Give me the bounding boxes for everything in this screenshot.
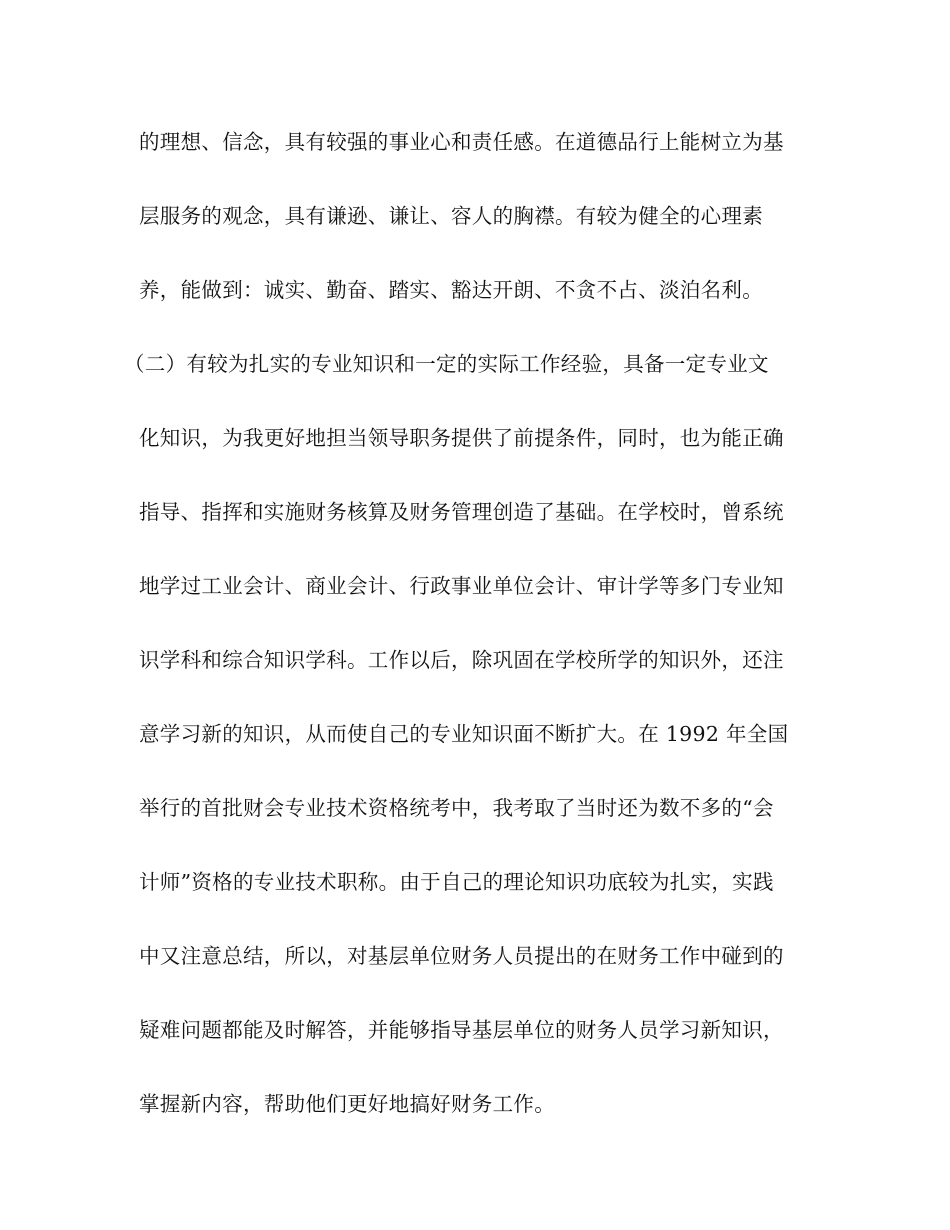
text-line-2: 层服务的观念，具有谦逊、谦让、容人的胸襟。有较为健全的心理素 <box>139 204 763 228</box>
section-heading-line: （二）有较为扎实的专业知识和一定的实际工作经验，具备一定专业文 <box>124 352 769 376</box>
text-line-14: 掌握新内容，帮助他们更好地搞好财务工作。 <box>139 1092 555 1116</box>
text-line-3: 养，能做到：诚实、勤奋、踏实、豁达开朗、不贪不占、淡泊名利。 <box>139 278 763 302</box>
text-line-13: 疑难问题都能及时解答，并能够指导基层单位的财务人员学习新知识， <box>139 1018 784 1042</box>
text-line-8: 识学科和综合知识学科。工作以后，除巩固在学校所学的知识外，还注 <box>139 648 784 672</box>
text-line-9: 意学习新的知识，从而使自己的专业知识面不断扩大。在 1992 年全国 <box>139 722 789 746</box>
text-line-10: 举行的首批财会专业技术资格统考中，我考取了当时还为数不多的“会 <box>139 796 774 820</box>
text-line-6: 指导、指挥和实施财务核算及财务管理创造了基础。在学校时，曾系统 <box>139 500 784 524</box>
text-line-5: 化知识，为我更好地担当领导职务提供了前提条件，同时，也为能正确 <box>139 426 784 450</box>
text-line-11: 计师”资格的专业技术职称。由于自己的理论知识功底较为扎实，实践 <box>139 870 774 894</box>
text-line-12: 中又注意总结，所以，对基层单位财务人员提出的在财务工作中碰到的 <box>139 944 784 968</box>
text-line-1: 的理想、信念，具有较强的事业心和责任感。在道德品行上能树立为基 <box>139 130 784 154</box>
text-line-7: 地学过工业会计、商业会计、行政事业单位会计、审计学等多门专业知 <box>139 574 784 598</box>
